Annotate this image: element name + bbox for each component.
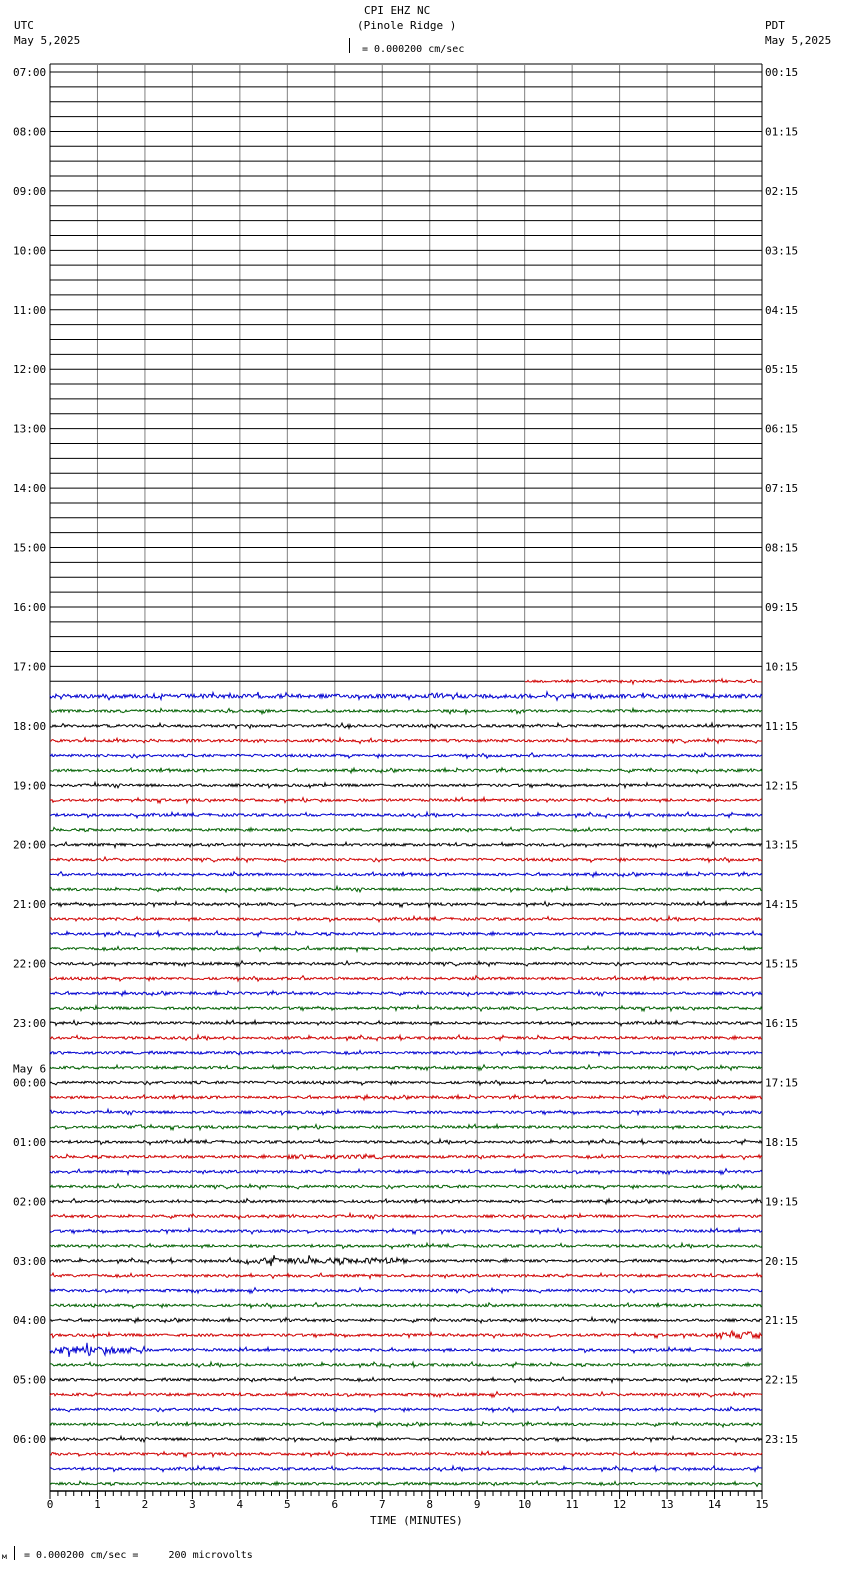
utc-hour-label: 19:00	[13, 779, 47, 793]
utc-hour-label: 06:00	[13, 1433, 47, 1447]
x-tick-label: 9	[473, 1498, 481, 1511]
trace-row-71	[50, 1124, 762, 1130]
utc-hour-label: 21:00	[13, 898, 47, 912]
utc-hour-label: 07:00	[13, 66, 47, 79]
pdt-hour-label: 20:15	[765, 1254, 799, 1268]
trace-row-48	[50, 782, 762, 788]
trace-row-87	[50, 1362, 762, 1368]
trace-row-82	[50, 1288, 762, 1293]
trace-row-41	[525, 679, 762, 684]
trace-row-83	[50, 1303, 762, 1308]
utc-hour-label: 08:00	[13, 125, 47, 139]
trace-row-42	[50, 692, 762, 700]
trace-row-69	[50, 1095, 762, 1100]
trace-row-84	[50, 1317, 762, 1323]
pdt-hour-label: 18:15	[765, 1135, 799, 1149]
utc-hour-label: 10:00	[13, 244, 47, 258]
utc-hour-label: 03:00	[13, 1254, 47, 1268]
trace-row-78	[50, 1228, 762, 1234]
footer-scale-text: = 0.000200 cm/sec = 200 microvolts	[24, 1550, 253, 1561]
trace-row-56	[50, 901, 762, 907]
utc-hour-label: 12:00	[13, 363, 47, 377]
trace-row-94	[50, 1466, 762, 1472]
trace-row-80	[50, 1255, 762, 1266]
trace-row-53	[50, 857, 762, 862]
pdt-label: PDT	[765, 19, 785, 32]
pdt-hour-label: 06:15	[765, 422, 799, 436]
utc-hour-label: 20:00	[13, 838, 47, 852]
x-tick-label: 11	[565, 1498, 579, 1511]
scale-text: = 0.000200 cm/sec	[362, 44, 465, 55]
x-tick-label: 15	[755, 1498, 769, 1511]
x-tick-label: 14	[707, 1498, 722, 1511]
utc-hour-label: 01:00	[13, 1135, 47, 1149]
pdt-hour-label: 04:15	[765, 303, 799, 317]
trace-row-81	[50, 1273, 762, 1278]
trace-row-66	[50, 1050, 762, 1055]
utc-hour-label: 23:00	[13, 1017, 47, 1031]
trace-row-50	[50, 812, 762, 818]
x-tick-label: 2	[141, 1498, 149, 1511]
trace-row-47	[50, 768, 762, 773]
trace-row-60	[50, 961, 762, 966]
trace-row-55	[50, 886, 762, 892]
trace-row-90	[50, 1407, 762, 1413]
trace-row-63	[50, 1006, 762, 1011]
pdt-hour-label: 00:15	[765, 66, 799, 79]
pdt-hour-label: 22:15	[765, 1373, 799, 1387]
x-tick-label: 5	[284, 1498, 291, 1511]
trace-row-58	[50, 931, 762, 937]
trace-row-49	[50, 797, 762, 803]
utc-hour-label: 05:00	[13, 1373, 47, 1387]
utc-date-change-label: May 6	[13, 1062, 47, 1076]
pdt-hour-label: 07:15	[765, 482, 799, 496]
trace-row-73	[50, 1154, 762, 1159]
trace-row-51	[50, 827, 762, 832]
trace-row-67	[50, 1065, 762, 1070]
pdt-hour-label: 19:15	[765, 1195, 799, 1209]
trace-row-77	[50, 1213, 762, 1219]
x-tick-label: 0	[46, 1498, 54, 1511]
utc-hour-label: 17:00	[13, 660, 47, 674]
x-tick-label: 1	[94, 1498, 101, 1511]
pdt-hour-label: 02:15	[765, 184, 799, 198]
trace-row-62	[50, 991, 762, 997]
pdt-hour-label: 14:15	[765, 898, 799, 912]
x-tick-label: 7	[378, 1498, 386, 1511]
x-tick-label: 3	[189, 1498, 196, 1511]
footer-prefix: м	[2, 1552, 7, 1561]
trace-row-85	[50, 1331, 762, 1339]
utc-hour-label: 22:00	[13, 957, 47, 971]
x-tick-label: 8	[426, 1498, 434, 1511]
trace-row-59	[50, 946, 762, 951]
utc-date: May 5,2025	[14, 34, 81, 47]
pdt-hour-label: 10:15	[765, 660, 799, 674]
utc-hour-label: 04:00	[13, 1314, 47, 1328]
pdt-hour-label: 03:15	[765, 244, 799, 258]
pdt-hour-label: 16:15	[765, 1017, 799, 1031]
trace-row-91	[50, 1422, 762, 1427]
trace-row-44	[50, 723, 762, 728]
trace-row-92	[50, 1436, 762, 1442]
x-tick-label: 10	[518, 1498, 532, 1511]
pdt-hour-label: 08:15	[765, 541, 799, 555]
trace-row-79	[50, 1243, 762, 1249]
pdt-hour-label: 12:15	[765, 779, 799, 793]
trace-row-93	[50, 1451, 762, 1456]
trace-row-61	[50, 976, 762, 981]
utc-hour-label: 18:00	[13, 719, 47, 733]
utc-hour-label: 00:00	[13, 1076, 47, 1090]
pdt-date: May 5,2025	[765, 34, 832, 47]
trace-row-54	[50, 872, 762, 877]
trace-row-86	[50, 1343, 762, 1357]
x-axis-label: TIME (MINUTES)	[370, 1514, 463, 1527]
trace-row-75	[50, 1184, 762, 1189]
trace-row-64	[50, 1020, 762, 1026]
pdt-hour-label: 13:15	[765, 838, 799, 852]
x-tick-label: 6	[331, 1498, 339, 1511]
pdt-hour-label: 05:15	[765, 363, 799, 377]
trace-row-68	[50, 1080, 762, 1085]
trace-row-65	[50, 1035, 762, 1041]
station-title: CPI EHZ NC	[364, 4, 431, 17]
pdt-hour-label: 17:15	[765, 1076, 799, 1090]
utc-hour-label: 11:00	[13, 303, 47, 317]
x-tick-label: 13	[660, 1498, 674, 1511]
pdt-hour-label: 09:15	[765, 600, 799, 614]
station-location: (Pinole Ridge )	[357, 19, 457, 32]
pdt-hour-label: 21:15	[765, 1314, 799, 1328]
utc-hour-label: 02:00	[13, 1195, 47, 1209]
trace-row-45	[50, 738, 762, 744]
utc-hour-label: 16:00	[13, 600, 47, 614]
utc-label: UTC	[14, 19, 34, 32]
trace-row-43	[50, 709, 762, 714]
trace-row-76	[50, 1199, 762, 1204]
trace-row-46	[50, 753, 762, 758]
trace-row-57	[50, 916, 762, 922]
x-tick-label: 4	[236, 1498, 244, 1511]
pdt-hour-label: 15:15	[765, 957, 799, 971]
utc-hour-label: 15:00	[13, 541, 47, 555]
x-tick-label: 12	[612, 1498, 627, 1511]
pdt-hour-label: 23:15	[765, 1433, 799, 1447]
trace-row-72	[50, 1139, 762, 1145]
trace-row-95	[50, 1481, 762, 1486]
utc-hour-label: 13:00	[13, 422, 47, 436]
trace-row-70	[50, 1109, 762, 1115]
trace-row-74	[50, 1169, 762, 1175]
trace-row-52	[50, 842, 762, 848]
pdt-hour-label: 11:15	[765, 719, 799, 733]
trace-row-89	[50, 1392, 762, 1397]
pdt-hour-label: 01:15	[765, 125, 799, 139]
utc-hour-label: 09:00	[13, 184, 47, 198]
trace-row-88	[50, 1377, 762, 1382]
utc-hour-label: 14:00	[13, 482, 47, 496]
